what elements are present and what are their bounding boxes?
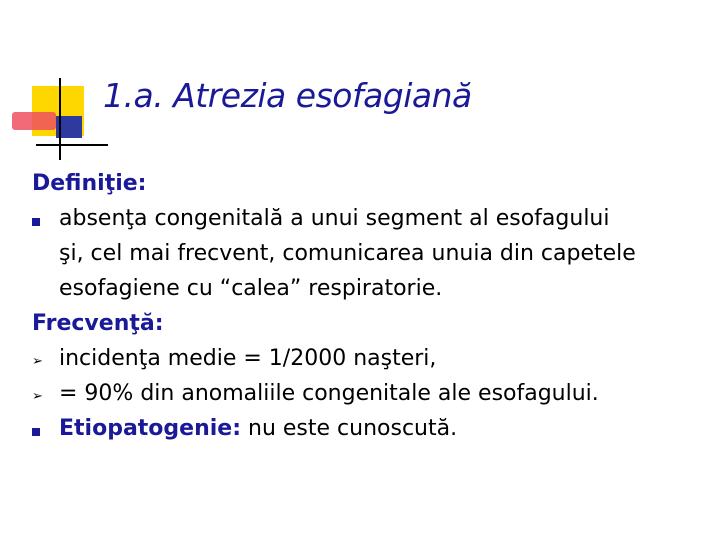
definition-line-2: şi, cel mai frecvent, comunicarea unuia din capetele — [59, 241, 636, 266]
square-bullet-icon — [32, 411, 52, 446]
title-decoration — [0, 0, 110, 170]
arrow-bullet-icon: ➢ — [32, 354, 43, 369]
etiology-term: Etiopatogenie: — [59, 416, 242, 441]
etiology-item — [32, 411, 712, 446]
frequency-text-2: = 90% din anomaliile congenitale ale esofagului. — [59, 381, 599, 406]
frequency-heading: Frecvenţă: — [32, 311, 164, 336]
definition-line-1: absenţa congenitală a unui segment al esofagului — [59, 206, 610, 231]
frequency-item-2 — [32, 376, 712, 411]
frequency-item-1 — [32, 341, 712, 376]
slide-title: 1.a. Atrezia esofagiană — [103, 76, 472, 115]
decoration-red-bar — [12, 112, 56, 130]
definition-line-3: esofagiene cu “calea” respiratorie. — [59, 276, 443, 301]
slide-body — [32, 166, 712, 446]
square-bullet-icon — [32, 201, 52, 236]
etiology-text: nu este cunoscută. — [241, 416, 458, 441]
definition-item — [32, 201, 712, 306]
arrow-bullet-icon: ➢ — [32, 389, 43, 404]
frequency-text-1: incidenţa medie = 1/2000 naşteri, — [59, 346, 437, 371]
definition-heading: Definiţie: — [32, 171, 147, 196]
